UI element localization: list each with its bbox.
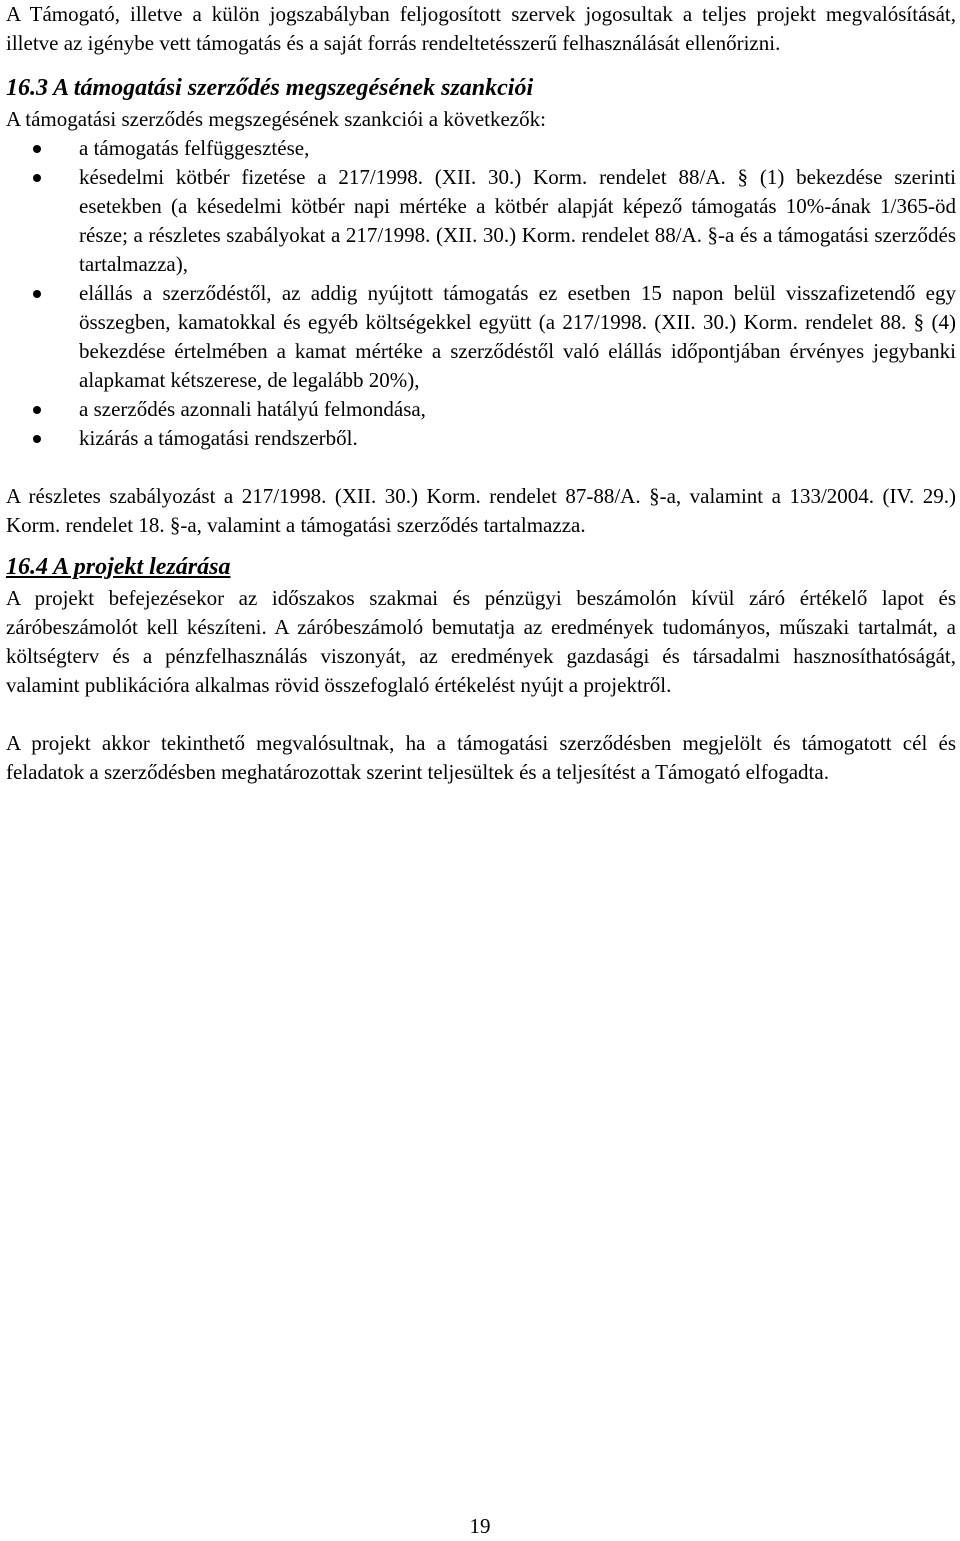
- bullet-icon: [33, 406, 41, 414]
- document-page: [6, 0, 956, 787]
- section-16-3-closing: A részletes szabályozást a 217/1998. (XII. 30.) Korm. rendelet 87-88/A. §-a, valamint a 133/2004. (IV. 29.) Korm. rendelet 18. §-a, valamint a támogatási szerződés tartalmazza.: [6, 484, 956, 537]
- section-16-4-paragraph-2: A projekt akkor tekinthető megvalósultnak, ha a támogatási szerződésben megjelölt és támogatott cél és feladatok a szerződésben meghatározottak szerint teljesültek és a teljesítést a Támogató elfogadta.: [6, 731, 956, 784]
- list-item: [6, 395, 956, 424]
- list-item: [6, 163, 956, 279]
- section-title: A projekt lezárása: [53, 554, 231, 580]
- section-16-3-lead: A támogatási szerződés megszegésének szankciói a következők:: [6, 107, 546, 131]
- list-item: [6, 279, 956, 395]
- list-item: [6, 134, 956, 163]
- list-item-text: kizárás a támogatási rendszerből.: [79, 426, 358, 450]
- section-16-3-heading: 16.3 A támogatási szerződés megszegésének szankciói: [6, 75, 534, 101]
- list-item-text: késedelmi kötbér fizetése a 217/1998. (XII. 30.) Korm. rendelet 88/A. § (1) bekezdése szerinti esetekben (a késedelmi kötbér napi mértéke a kötbér alapját képező támogatás 10%-ának 1/365-öd része; a részletes szabályokat a 217/1998. (XII. 30.) Korm. rendelet 88/A. §-a és a támogatási szerződés tartalmazza),: [79, 165, 956, 276]
- section-16-4-paragraph-1: A projekt befejezésekor az időszakos szakmai és pénzügyi beszámolón kívül záró értékelő lapot és záróbeszámolót kell készíteni. A záróbeszámoló bemutatja az eredmények tudományos, műszaki tartalmát, a költségterv és a pénzfelhasználás viszonyát, az eredmények gazdasági és társadalmi hasznosíthatóságát, valamint publikációra alkalmas rövid összefoglaló értékelést nyújt a projektről.: [6, 586, 956, 697]
- sanctions-list: [6, 134, 956, 453]
- intro-paragraph: A Támogató, illetve a külön jogszabályban feljogosított szervek jogosultak a teljes projekt megvalósítását, illetve az igénybe vett támogatás és a saját forrás rendeltetésszerű felhasználását ellenőrizni.: [6, 2, 956, 55]
- bullet-icon: [33, 290, 41, 298]
- page-number: 19: [469, 1514, 491, 1538]
- section-16-4-heading: [6, 550, 956, 584]
- list-item-text: elállás a szerződéstől, az addig nyújtott támogatás ez esetben 15 napon belül visszafizetendő egy összegben, kamatokkal és egyéb költségekkel együtt (a 217/1998. (XII. 30.) Korm. rendelet 88. § (4) bekezdése értelmében a kamat mértéke a szerződéstől való elállás időpontjában érvényes jegybanki alapkamat kétszerese, de legalább 20%),: [79, 281, 956, 392]
- section-number: 16.4: [6, 554, 48, 580]
- bullet-icon: [33, 435, 41, 443]
- list-item-text: a támogatás felfüggesztése,: [79, 136, 310, 160]
- bullet-icon: [33, 174, 41, 182]
- bullet-icon: [33, 145, 41, 153]
- list-item: [6, 424, 956, 453]
- list-item-text: a szerződés azonnali hatályú felmondása,: [79, 397, 426, 421]
